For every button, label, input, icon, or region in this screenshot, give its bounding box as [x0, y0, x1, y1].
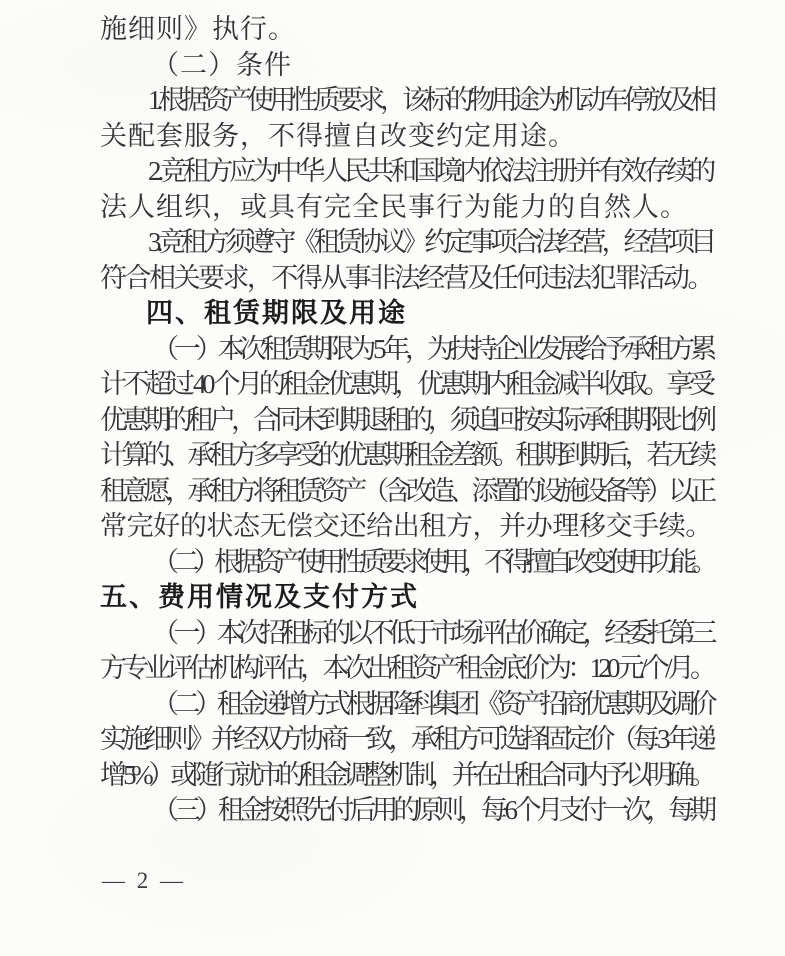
text-line: 增 5%）或随行就市的租金调整机制，并在出租合同内予以明确。 — [100, 759, 712, 790]
text-line: 方专业评估机构评估，本次出租资产租金底价为：120 元/个/月。 — [100, 653, 713, 683]
text-line: （二）条件 — [152, 49, 292, 80]
text-line: 优惠期的租户，合同未到期退租的，须追回按实际承租期限比例 — [100, 404, 712, 435]
text-line: 计算的、承租方多享受的优惠期租金差额。租期到期后，若无续 — [100, 440, 712, 470]
text-line: （一）本次招租标的以不低于市场评估价确定，经委托第三 — [152, 617, 712, 648]
text-line: 3.竞租方须遵守《租赁协议》约定事项合法经营，经营项目 — [148, 227, 713, 257]
document-body — [100, 12, 712, 829]
text-line: （二）租金递增方式根据隆科集团《资产招商优惠期及调价 — [152, 688, 712, 719]
text-line: 租意愿，承租方将租赁资产（含改造、添置的设施设备等）以正 — [100, 475, 712, 506]
text-line: 计不超过 40 个月的租金优惠期，优惠期内租金减半收取。享受 — [100, 369, 712, 399]
text-line: （三）租金按照先付后用的原则，每 6 个月支付一次，每期 — [152, 795, 712, 825]
text-line: 2.竞租方应为中华人民共和国境内依法注册并有效存续的 — [148, 156, 713, 186]
text-line: 符合相关要求，不得从事非法经营及任何违法犯罪活动。 — [100, 262, 712, 293]
section-heading: 四、租赁期限及用途 — [146, 298, 407, 328]
text-line: 法人组织，或具有完全民事行为能力的自然人。 — [100, 191, 688, 222]
page-number: — 2 — — [102, 868, 186, 893]
text-line: （二）根据资产使用性质要求使用，不得擅自改变使用功能。 — [152, 546, 712, 577]
text-line: 施细则》执行。 — [100, 14, 296, 44]
section-heading: 五、费用情况及支付方式 — [100, 582, 419, 612]
text-line: 1.根据资产使用性质要求，该标的物用途为机动车停放及相 — [148, 85, 713, 115]
text-line: 常完好的状态无偿交还给出租方，并办理移交手续。 — [100, 511, 712, 541]
text-line: 关配套服务，不得擅自改变约定用途。 — [100, 120, 576, 151]
text-line: （一）本次租赁期限为 5 年，为扶持企业发展给予承租方累 — [152, 333, 712, 364]
text-line: 实施细则》并经双方协商一致，承租方可选择固定价（每 3 年递 — [100, 724, 712, 754]
